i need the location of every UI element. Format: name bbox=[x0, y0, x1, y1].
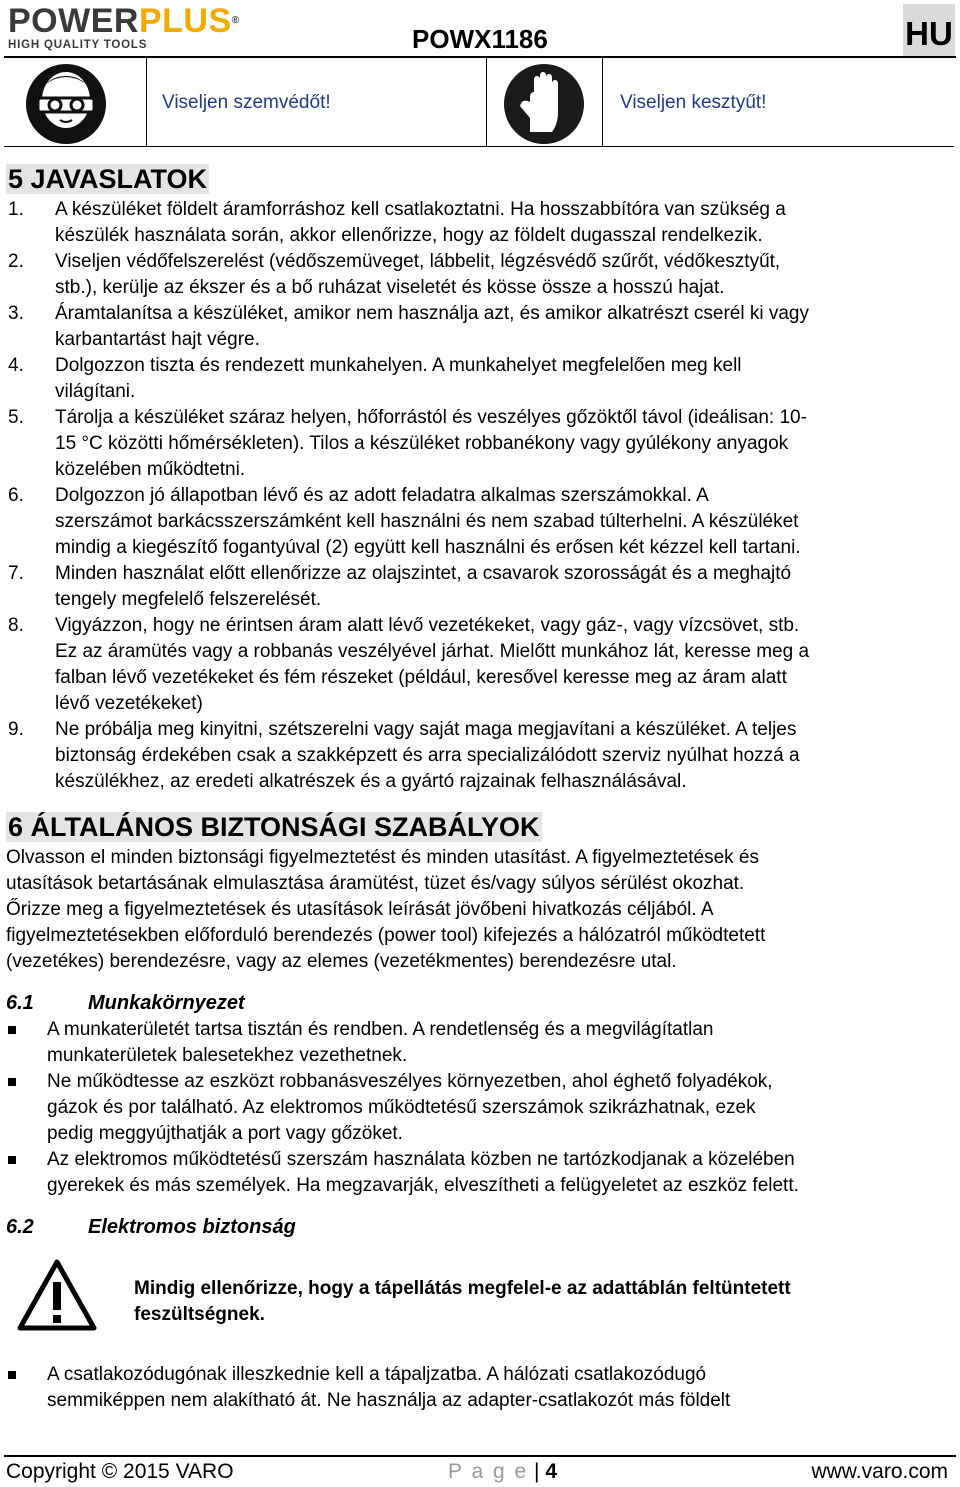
subsection-6-2-heading bbox=[6, 1216, 296, 1239]
bullet-item bbox=[6, 1017, 956, 1069]
list-item-line: világítani. bbox=[55, 381, 136, 402]
ppe-cell-gloves-icon bbox=[486, 58, 603, 146]
footer-divider bbox=[4, 1455, 956, 1457]
bullet-square-icon bbox=[8, 1078, 16, 1086]
bullet-line: A munkaterületét tartsa tisztán és rendben. A rendetlenség és a megvilágítatlan bbox=[47, 1019, 714, 1040]
list-item-line: Ne próbálja meg kinyitni, szétszerelni vagy saját maga megjavítani a készüléket. A teljes bbox=[55, 719, 797, 740]
section-6-title: 6 ÁLTALÁNOS BIZTONSÁGI SZABÁLYOK bbox=[8, 812, 540, 842]
list-item-line: készülék használata során, akkor ellenőrizze, hogy az földelt dugasszal rendelkezik. bbox=[55, 225, 763, 246]
list-item-line: stb.), kerülje az ékszer és a bő ruházat viseletét és kösse össze a hosszú hajat. bbox=[55, 277, 725, 298]
list-item-number: 4. bbox=[8, 355, 24, 376]
list-item bbox=[6, 613, 956, 717]
gloves-icon bbox=[500, 62, 588, 144]
warning-triangle-icon bbox=[16, 1258, 98, 1332]
list-item-line: Vigyázzon, hogy ne érintsen áram alatt lévő vezetékeket, vagy gáz-, vagy vízcsövet, stb. bbox=[55, 615, 800, 636]
subsection-6-2-title: Elektromos biztonság bbox=[88, 1216, 296, 1238]
bullet-line: gyerekek és más személyek. Ha megzavarják, elveszítheti a felügyeletet az eszköz felett. bbox=[47, 1175, 799, 1196]
list-item-line: Ez az áramütés vagy a robbanás veszélyével járhat. Mielőtt munkához lát, keresse meg a bbox=[55, 641, 810, 662]
subsection-6-1-title: Munkakörnyezet bbox=[88, 992, 245, 1014]
footer-website: www.varo.com bbox=[811, 1460, 948, 1483]
list-item-line: Dolgozzon tiszta és rendezett munkahelyen. A munkahelyet megfelelően meg kell bbox=[55, 355, 742, 376]
warning-line: Mindig ellenőrizze, hogy a tápellátás megfelel-e az adattáblán feltüntetett bbox=[134, 1278, 791, 1299]
language-code: HU bbox=[903, 4, 955, 56]
brand-tagline: HIGH QUALITY TOOLS bbox=[8, 39, 148, 51]
intro-line: Olvasson el minden biztonsági figyelmeztetést és minden utasítást. A figyelmeztetések és bbox=[6, 847, 759, 868]
list-item-line: mindig a kiegészítő fogantyúval (2) együtt kell használni és erősen két kézzel kell tartani. bbox=[55, 537, 801, 558]
footer-copyright: Copyright © 2015 VARO bbox=[6, 1460, 234, 1483]
section-5-title: 5 JAVASLATOK bbox=[8, 164, 208, 194]
intro-line: utasítások betartásának elmulasztása áramütést, tüzet és/vagy súlyos sérülést okozhat. bbox=[6, 873, 745, 894]
model-number: POWX1186 bbox=[412, 24, 548, 54]
intro-line: figyelmeztetésekben előforduló berendezés (power tool) kifejezés a hálózatról működtetett bbox=[6, 925, 766, 946]
list-item-number: 1. bbox=[8, 199, 24, 220]
list-item-line: falban lévő vezetékeket és fém részeket (például, keresővel keresse meg az áram alatt bbox=[55, 667, 787, 688]
intro-line: Őrizze meg a figyelmeztetések és utasítások leírását jövőbeni hivatkozás céljából. A bbox=[6, 899, 714, 920]
list-item-line: A készüléket földelt áramforráshoz kell csatlakoztatni. Ha hosszabbítóra van szükség a bbox=[55, 199, 786, 220]
list-item-line: 15 °C közötti hőmérsékleten). Tilos a készüléket robbanékony vagy gyúlékony anyagok bbox=[55, 433, 789, 454]
ppe-text-goggles: Viseljen szemvédőt! bbox=[162, 92, 331, 113]
list-item-line: karbantartást hajt végre. bbox=[55, 329, 260, 350]
bullet-square-icon bbox=[8, 1371, 16, 1379]
intro-line: (vezetékes) berendezésre, vagy az elemes (vezetékmentes) berendezésre utal. bbox=[6, 951, 677, 972]
ppe-panel bbox=[4, 58, 954, 147]
bullet-line: Az elektromos működtetésű szerszám használata közben ne tartózkodjanak a közelében bbox=[47, 1149, 795, 1170]
bullet-line: Ne működtesse az eszközt robbanásveszélyes környezetben, ahol éghető folyadékok, bbox=[47, 1071, 773, 1092]
bullet-line: gázok és por található. Az elektromos működtetésű szerszámok szikrázhatnak, ezek bbox=[47, 1097, 756, 1118]
bullet-line: munkaterületek balesetekhez vezethetnek. bbox=[47, 1045, 408, 1066]
list-item-line: Dolgozzon jó állapotban lévő és az adott feladatra alkalmas szerszámokkal. A bbox=[55, 485, 709, 506]
footer-page bbox=[448, 1460, 557, 1484]
list-item-line: készülékhez, az eredeti alkatrészek és a gyártó rajzainak felhasználásával. bbox=[55, 771, 687, 792]
subsection-6-1-heading bbox=[6, 992, 245, 1015]
ppe-cell-goggles-icon bbox=[4, 58, 147, 146]
bullet-item bbox=[6, 1147, 956, 1199]
section-6-heading bbox=[6, 811, 542, 843]
footer-page-number: 4 bbox=[545, 1460, 558, 1483]
section-5-list bbox=[6, 197, 956, 795]
list-item bbox=[6, 197, 956, 249]
bullet-line: semmiképpen nem alakítható át. Ne használja az adapter-csatlakozót más földelt bbox=[47, 1390, 731, 1411]
list-item-number: 7. bbox=[8, 563, 24, 584]
footer-page-separator: | bbox=[534, 1460, 540, 1483]
list-item bbox=[6, 353, 956, 405]
list-item-number: 6. bbox=[8, 485, 24, 506]
brand-logo bbox=[8, 4, 288, 52]
bullet-item bbox=[6, 1362, 956, 1414]
bullet-item bbox=[6, 1069, 956, 1147]
list-item-line: lévő vezetékeket) bbox=[55, 693, 203, 714]
safety-goggles-icon bbox=[20, 62, 112, 144]
list-item-line: Áramtalanítsa a készüléket, amikor nem használja azt, és amikor alkatrészt cserél ki vagy bbox=[55, 303, 809, 324]
list-item-number: 3. bbox=[8, 303, 24, 324]
ppe-cell-gloves-text bbox=[602, 58, 954, 146]
list-item bbox=[6, 249, 956, 301]
list-item-line: szerszámot barkácsszerszámként kell használni és nem szabad túlterhelni. A készüléket bbox=[55, 511, 799, 532]
subsection-6-2-number: 6.2 bbox=[6, 1216, 34, 1238]
registered-mark: ® bbox=[231, 15, 240, 26]
list-item bbox=[6, 483, 956, 561]
list-item bbox=[6, 301, 956, 353]
section-6-intro bbox=[6, 845, 956, 975]
list-item-line: Viseljen védőfelszerelést (védőszemüveget, lábbelit, légzésvédő szűrőt, védőkesztyűt, bbox=[55, 251, 781, 272]
section-5-heading bbox=[6, 163, 209, 195]
bullet-line: A csatlakozódugónak illeszkednie kell a tápaljzatba. A hálózati csatlakozódugó bbox=[47, 1364, 707, 1385]
list-item-line: tengely megfelelő felszerelését. bbox=[55, 589, 322, 610]
voltage-warning bbox=[134, 1276, 944, 1328]
list-item-line: közelében működtetni. bbox=[55, 459, 246, 480]
list-item bbox=[6, 717, 956, 795]
bullet-square-icon bbox=[8, 1026, 16, 1034]
list-item-line: Tárolja a készüléket száraz helyen, hőforrástól és veszélyes gőzöktől távol (ideálisan: 10- bbox=[55, 407, 807, 428]
warning-line: feszültségnek. bbox=[134, 1304, 265, 1325]
list-item-number: 2. bbox=[8, 251, 24, 272]
list-item-line: Minden használat előtt ellenőrizze az olajszintet, a csavarok szorosságát és a meghajtó bbox=[55, 563, 792, 584]
bullet-square-icon bbox=[8, 1156, 16, 1164]
list-item bbox=[6, 405, 956, 483]
list-item-number: 8. bbox=[8, 615, 24, 636]
list-item-line: biztonság érdekében csak a szakképzett és arra specializálódott szerviz nyúlhat hozzá a bbox=[55, 745, 800, 766]
list-item bbox=[6, 561, 956, 613]
bullet-list-work-area bbox=[6, 1017, 956, 1199]
bullet-line: pedig meggyújthatják a port vagy gőzöket. bbox=[47, 1123, 403, 1144]
brand-name-power: POWER bbox=[8, 2, 139, 40]
footer-page-label: P a g e bbox=[448, 1460, 529, 1483]
ppe-text-gloves: Viseljen kesztyűt! bbox=[620, 92, 767, 113]
subsection-6-1-number: 6.1 bbox=[6, 992, 34, 1014]
bullet-list-electrical bbox=[6, 1362, 956, 1414]
list-item-number: 5. bbox=[8, 407, 24, 428]
brand-name-plus: PLUS bbox=[138, 2, 232, 40]
list-item-number: 9. bbox=[8, 719, 24, 740]
ppe-cell-goggles-text bbox=[146, 58, 487, 146]
